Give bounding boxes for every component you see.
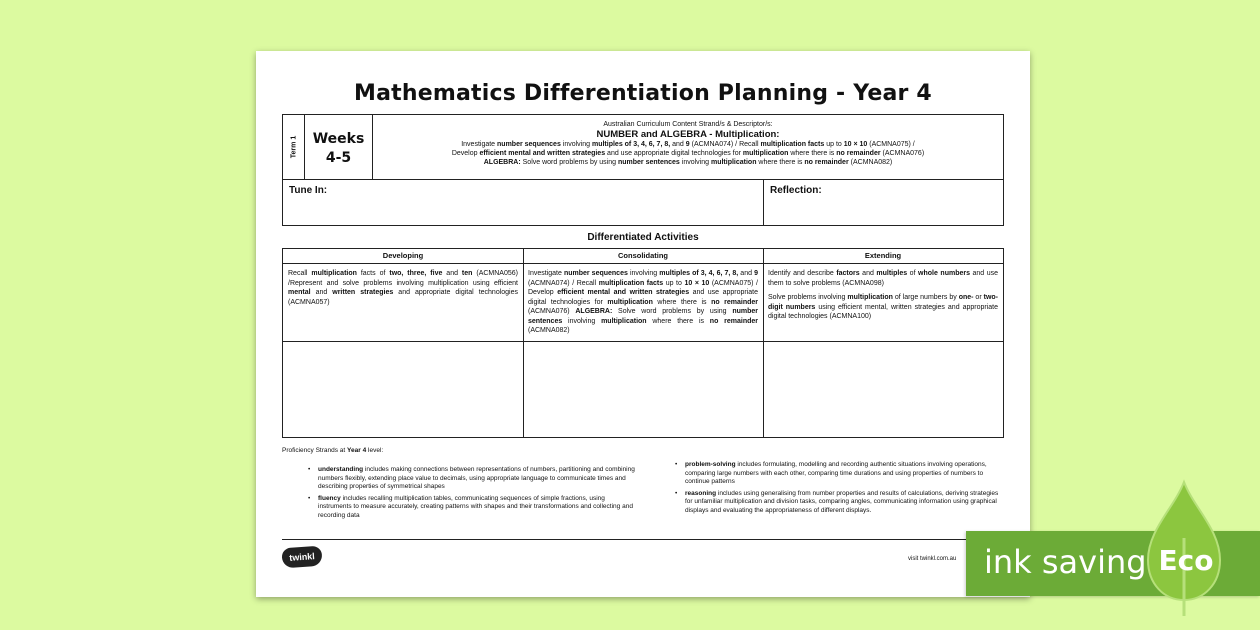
differentiated-activities-table	[282, 248, 1004, 438]
differentiated-activities-heading: Differentiated Activities	[587, 232, 699, 243]
list-item: • reasoning includes using generalising from number properties and results of calculations, deriving strategies for unfamiliar multiplication and division tasks, comparing angles, communicating information using graphical displays and evaluating the appropriateness of different displays.	[675, 490, 1005, 516]
proficiency-list-right	[675, 461, 1005, 518]
list-item: • problem-solving includes formulating, modelling and recording authentic situations involving operations, comparing large numbers with each other, comparing time durations and using properties of numbers to continue patterns	[675, 461, 1005, 487]
curriculum-heading: Australian Curriculum Content Strand/s & Descriptor/s:	[603, 121, 773, 128]
consolidating-activity-text: Investigate number sequences involving multiples of 3, 4, 6, 7, 8, and 9 (ACMNA074) / Recall multiplication facts up to 10 × 10 (ACMNA075) / Develop efficient mental and written strategies and use appropriate digital technologies for multiplication where there is no remainder (ACMNA076) ALGEBRA: Solve word problems by using number sentences involving multiplication where there is no remainder (ACMNA082)	[528, 270, 758, 334]
footer-visit-text: visit twinkl.com.au	[908, 556, 957, 562]
header-row-divider	[283, 263, 1003, 264]
weeks-range: 4-5	[325, 150, 352, 166]
column-divider	[523, 249, 524, 437]
descriptor-line-1: Investigate number sequences involving multiples of 3, 4, 6, 7, 8, and 9 (ACMNA074) / Recall multiplication facts up to 10 × 10 (ACMNA075) /	[461, 141, 915, 148]
developing-activity-text: Recall multiplication facts of two, three, five and ten (ACMNA056) /Represent and solve problems involving multiplication using efficient mental and written strategies and appropriate digital technologies (ACMNA057)	[288, 270, 519, 306]
row-divider	[283, 341, 1003, 342]
proficiency-list-left	[308, 466, 638, 523]
proficiency-intro: Proficiency Strands at Year 4 level:	[282, 447, 384, 454]
column-heading-developing: Developing	[382, 251, 424, 260]
worksheet-page	[256, 51, 1030, 597]
tune-in-cell	[282, 180, 764, 226]
footer-divider	[282, 539, 1004, 540]
weeks-cell	[305, 115, 373, 179]
tune-in-label: Tune In:	[289, 185, 328, 196]
reflection-cell	[763, 180, 1004, 226]
eco-label: Eco	[1158, 544, 1214, 577]
descriptor-line-3: ALGEBRA: Solve word problems by using number sentences involving multiplication where there is no remainder (ACMNA082)	[483, 159, 893, 166]
header-table	[282, 114, 1004, 180]
column-heading-extending: Extending	[864, 251, 902, 260]
strand-heading: NUMBER and ALGEBRA - Multiplication:	[596, 129, 780, 140]
term-cell	[283, 115, 305, 179]
twinkl-logo: twinkl	[281, 546, 322, 569]
list-item: • fluency includes recalling multiplication tables, communicating sequences of simple fractions, using instruments to measure accurately, creating patterns with shapes and their transformations and collecting and recording data	[308, 495, 638, 521]
curriculum-descriptor-cell	[373, 115, 1003, 184]
extending-activity-text: Identify and describe factors and multiples of whole numbers and use them to solve problems (ACMNA098) Solve problems involving multiplication of large numbers by one- or two-digit numbers using efficient mental, written strategies and appropriate digital technologies (ACMNA100)	[768, 270, 999, 320]
column-divider	[763, 249, 764, 437]
page-title: Mathematics Differentiation Planning - Year 4	[354, 81, 932, 106]
reflection-label: Reflection:	[770, 185, 822, 196]
descriptor-line-2: Develop efficient mental and written strategies and use appropriate digital technologies for multiplication where there is no remainder (ACMNA076)	[451, 150, 925, 157]
weeks-label: Weeks	[312, 131, 365, 147]
list-item: • understanding includes making connections between representations of numbers, partitioning and combining numbers flexibly, extending place value to decimals, using appropriate language to communicate times and describing properties of symmetrical shapes	[308, 466, 638, 492]
term-label: Term 1	[290, 135, 297, 159]
ink-saving-label: ink saving	[984, 543, 1147, 581]
column-heading-consolidating: Consolidating	[618, 251, 668, 260]
